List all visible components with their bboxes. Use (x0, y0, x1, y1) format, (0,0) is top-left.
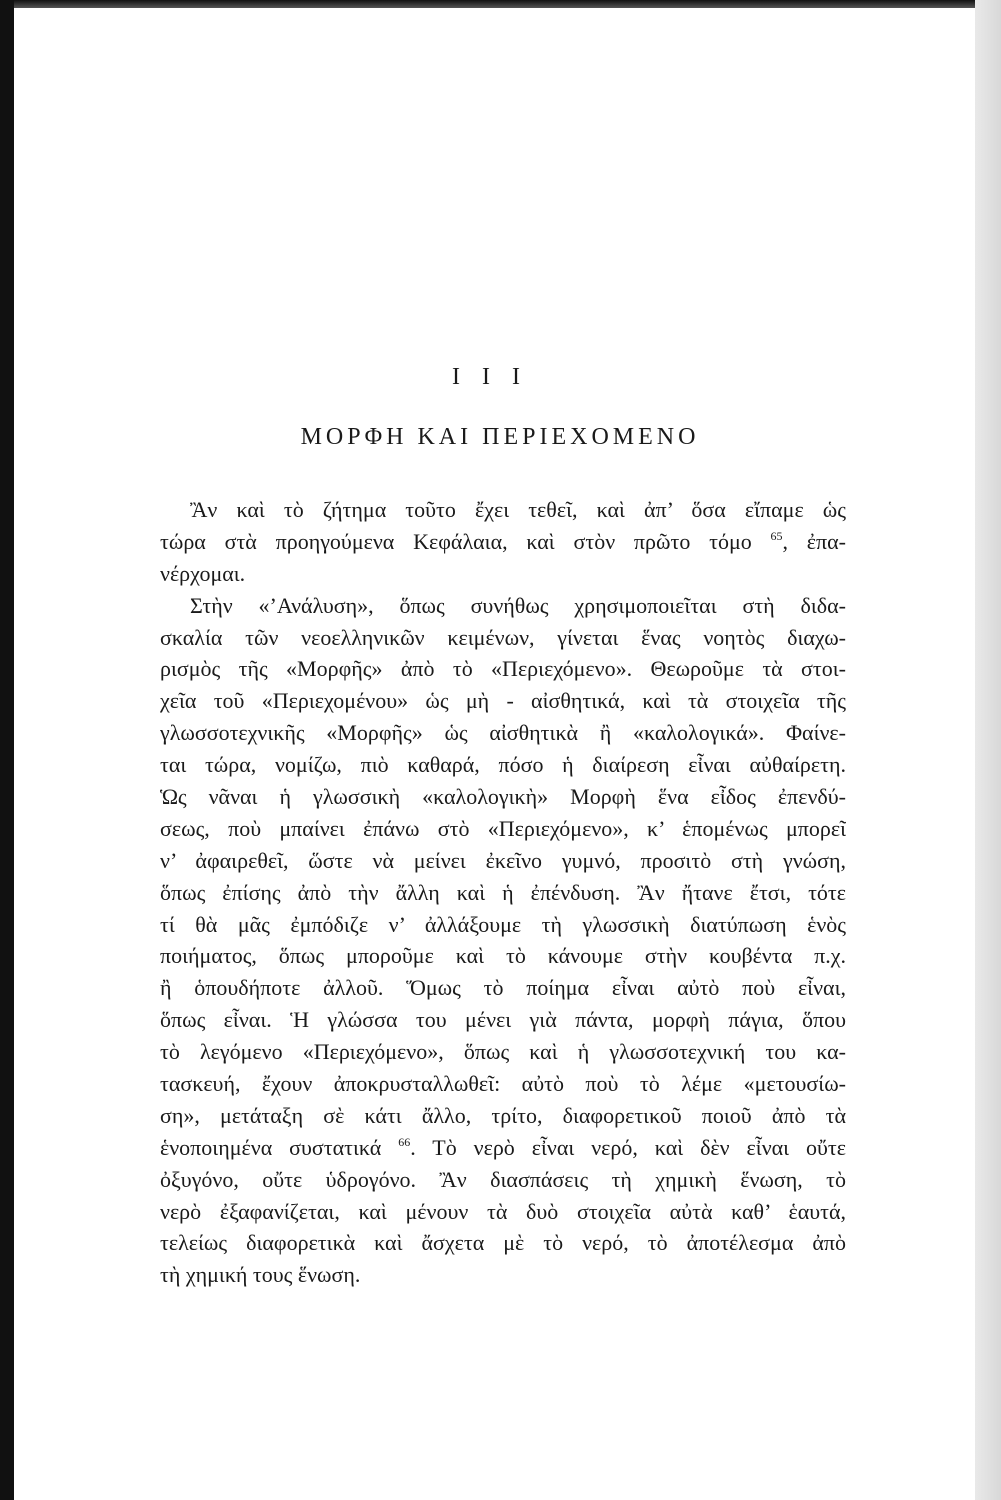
text-line: νερὸ ἐξαφανίζεται, καὶ μένουν τὰ δυὸ στοιχεῖα αὐτὰ καθ’ ἑαυτά, (160, 1198, 846, 1224)
text-segment: ἑνοποιημένα συστατικά (160, 1134, 382, 1160)
body-text (160, 494, 846, 1291)
text-line: γλωσσοτεχνικῆς «Μορφῆς» ὡς αἰσθητικὰ ἢ «καλολογικά». Φαίνε- (160, 720, 846, 746)
text-line: σεως, ποὺ μπαίνει ἐπάνω στὸ «Περιεχόμενο», κ’ ἑπομένως μπορεῖ (160, 815, 846, 841)
text-line: νέρχομαι. (160, 560, 246, 586)
scan-edge-top (0, 0, 975, 8)
text-line: ὅπως εἶναι. Ἡ γλώσσα του μένει γιὰ πάντα, μορφὴ πάγια, ὅπου (160, 1007, 846, 1033)
chapter-title: ΜΟΡΦΗ ΚΑΙ ΠΕΡΙΕΧΟΜΕΝΟ (300, 424, 700, 450)
text-line (160, 1132, 846, 1164)
text-line: Ἂν καὶ τὸ ζήτημα τοῦτο ἔχει τεθεῖ, καὶ ἀπ’ ὅσα εἴπαμε ὡς (190, 497, 846, 522)
scan-edge-left (0, 0, 14, 1500)
text-line: ποιήματος, ὅπως μποροῦμε καὶ τὸ κάνουμε στὴν κουβέντα π.χ. (160, 943, 846, 969)
text-line: ἢ ὁπουδήποτε ἀλλοῦ. Ὅμως τὸ ποίημα εἶναι αὐτὸ ποὺ εἶναι, (160, 975, 846, 1001)
footnote-ref: 66 (398, 1134, 411, 1149)
text-line: Ὡς νᾶναι ἡ γλωσσικὴ «καλολογικὴ» Μορφὴ ἕνα εἶδος ἐπενδύ- (160, 784, 846, 810)
text-line (160, 526, 846, 558)
text-segment: . Τὸ νερὸ εἶναι νερό, καὶ δὲν εἶναι οὔτε (410, 1134, 846, 1160)
footnote-ref: 65 (770, 528, 783, 543)
text-line: Στὴν «’Ανάλυση», ὅπως συνήθως χρησιμοποιεῖται στὴ διδα- (190, 592, 846, 618)
scan-edge-right (975, 0, 1001, 1500)
text-line: ὅπως ἐπίσης ἀπὸ τὴν ἄλλη καὶ ἡ ἐπένδυση. Ἂν ἤτανε ἔτσι, τότε (160, 879, 846, 905)
text-line: ται τώρα, νομίζω, πιὸ καθαρά, πόσο ἡ διαίρεση εἶναι αὐθαίρετη. (160, 752, 846, 778)
text-line: ση», μετάταξη σὲ κάτι ἄλλο, τρίτο, διαφορετικοῦ ποιοῦ ἀπὸ τὰ (160, 1102, 846, 1128)
text-line: ὀξυγόνο, οὔτε ὑδρογόνο. Ἂν διασπάσεις τὴ χημικὴ ἕνωση, τὸ (160, 1166, 846, 1192)
text-line: ν’ ἀφαιρεθεῖ, ὥστε νὰ μείνει ἐκεῖνο γυμνό, προσιτὸ στὴ γνώση, (160, 847, 846, 873)
text-line: τὸ λεγόμενο «Περιεχόμενο», ὅπως καὶ ἡ γλωσσοτεχνική του κα- (160, 1039, 846, 1065)
text-line: σκαλία τῶν νεοελληνικῶν κειμένων, γίνεται ἕνας νοητὸς διαχω- (160, 624, 846, 650)
text-segment: , ἐπα- (782, 528, 846, 554)
text-line: ρισμὸς τῆς «Μορφῆς» ἀπὸ τὸ «Περιεχόμενο». Θεωροῦμε τὰ στοι- (160, 656, 846, 682)
text-line: τασκευή, ἔχουν ἀποκρυσταλλωθεῖ: αὐτὸ ποὺ τὸ λέμε «μετουσίω- (160, 1071, 846, 1097)
text-line: τελείως διαφορετικὰ καὶ ἄσχετα μὲ τὸ νερό, τὸ ἀποτέλεσμα ἀπὸ (160, 1230, 846, 1256)
text-line: τί θὰ μᾶς ἐμπόδιζε ν’ ἀλλάξουμε τὴ γλωσσικὴ διατύπωση ἑνὸς (160, 911, 846, 937)
text-line: τὴ χημική τους ἕνωση. (160, 1262, 361, 1288)
chapter-number: I I I (452, 364, 528, 390)
text-segment: τώρα στὰ προηγούμενα Κεφάλαια, καὶ στὸν πρῶτο τόμο (160, 528, 752, 554)
text-line: χεῖα τοῦ «Περιεχομένου» ὡς μὴ - αἰσθητικά, καὶ τὰ στοιχεῖα τῆς (160, 688, 846, 714)
